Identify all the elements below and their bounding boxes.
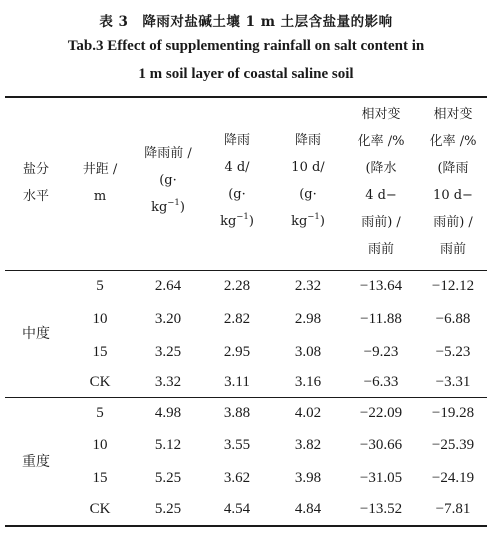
well-spacing-cell: 15: [92, 344, 108, 360]
rain-4d-cell: 2.82: [223, 311, 251, 327]
change-10d-cell: −5.23: [435, 344, 471, 360]
change-4d-cell: −31.05: [359, 470, 403, 486]
table-bottom-rule: [5, 525, 487, 527]
header-salt-level: 盐分 水平: [22, 162, 49, 204]
header-before-rain: 降雨前 / (g· $kg^{-1}$): [144, 146, 192, 215]
rain-4d-cell: 4.54: [223, 501, 251, 517]
rain-10d-cell: 2.32: [294, 278, 322, 294]
rain-10d-cell: 4.02: [294, 405, 322, 421]
table-caption-english-line2: 1 m soil layer of coastal saline soil: [138, 66, 354, 82]
header-change-4d: 相对变 化率 /% (降水 4 d− 雨前) / 雨前: [357, 107, 405, 257]
table-header-rule: [5, 270, 487, 271]
before-rain-cell: 5.12: [154, 437, 182, 453]
well-spacing-cell: 15: [92, 470, 108, 486]
change-10d-cell: −25.39: [431, 437, 475, 453]
change-4d-cell: −13.52: [359, 501, 403, 517]
before-rain-cell: 4.98: [154, 405, 182, 421]
rain-10d-cell: 3.98: [294, 470, 322, 486]
table-caption-english-line1: Tab.3 Effect of supplementing rainfall on salt content in: [67, 38, 425, 54]
before-rain-cell: 3.20: [154, 311, 182, 327]
well-spacing-cell: CK: [89, 374, 111, 390]
change-10d-cell: −19.28: [431, 405, 475, 421]
before-rain-cell: 5.25: [154, 501, 182, 517]
change-10d-cell: −3.31: [435, 374, 471, 390]
rain-4d-cell: 3.11: [224, 374, 250, 390]
change-4d-cell: −9.23: [363, 344, 399, 360]
table-top-rule: [5, 96, 487, 98]
rain-4d-cell: 3.55: [223, 437, 251, 453]
before-rain-cell: 5.25: [154, 470, 182, 486]
table-group-rule: [5, 397, 487, 398]
table-caption-chinese: 表 3 降雨对盐碱土壤 1 m 土层含盐量的影响: [99, 14, 393, 30]
change-4d-cell: −6.33: [363, 374, 399, 390]
change-10d-cell: −12.12: [431, 278, 475, 294]
well-spacing-cell: 5: [96, 405, 104, 421]
well-spacing-cell: 5: [96, 278, 104, 294]
well-spacing-cell: 10: [92, 437, 108, 453]
rain-10d-cell: 3.16: [294, 374, 322, 390]
change-10d-cell: −7.81: [435, 501, 471, 517]
change-10d-cell: −24.19: [431, 470, 475, 486]
before-rain-cell: 3.25: [154, 344, 182, 360]
rain-4d-cell: 2.28: [223, 278, 251, 294]
rain-4d-cell: 2.95: [223, 344, 251, 360]
change-4d-cell: −30.66: [359, 437, 403, 453]
rain-10d-cell: 4.84: [294, 501, 322, 517]
rain-4d-cell: 3.88: [223, 405, 251, 421]
change-4d-cell: −11.88: [360, 311, 402, 327]
header-rain-4d: 降雨 4 d/ (g· $kg^{-1}$): [220, 133, 254, 229]
rain-10d-cell: 3.82: [294, 437, 322, 453]
before-rain-cell: 3.32: [154, 374, 182, 390]
change-4d-cell: −13.64: [359, 278, 403, 294]
header-well-spacing: 井距 / m: [82, 162, 118, 204]
well-spacing-cell: 10: [92, 311, 108, 327]
header-change-10d: 相对变 化率 /% (降雨 10 d− 雨前) / 雨前: [429, 107, 477, 257]
group-label-severe: 重度: [22, 454, 50, 470]
change-4d-cell: −22.09: [359, 405, 403, 421]
header-rain-10d: 降雨 10 d/ (g· $kg^{-1}$): [291, 133, 325, 229]
rain-10d-cell: 2.98: [294, 311, 322, 327]
group-label-moderate: 中度: [22, 326, 50, 342]
rain-4d-cell: 3.62: [223, 470, 251, 486]
before-rain-cell: 2.64: [154, 278, 182, 294]
well-spacing-cell: CK: [89, 501, 111, 517]
change-10d-cell: −6.88: [435, 311, 471, 327]
rain-10d-cell: 3.08: [294, 344, 322, 360]
